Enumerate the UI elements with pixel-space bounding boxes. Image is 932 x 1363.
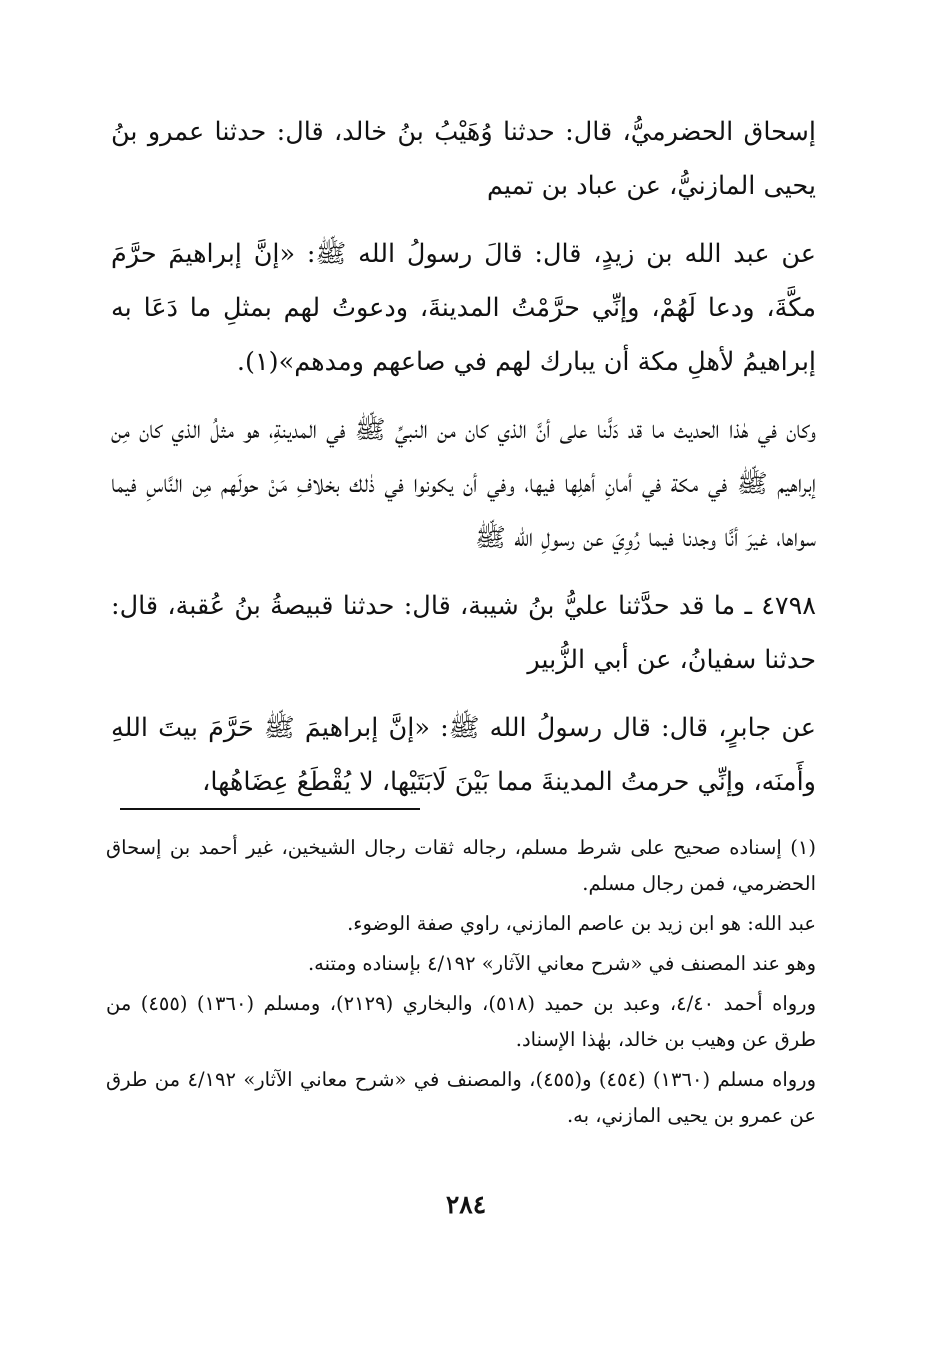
- footnote-2: عبد الله: هو ابن زيد بن عاصم المازني، راوي صفة الوضوء.: [347, 912, 816, 935]
- main-text-block: [111, 105, 816, 809]
- footnotes-block: [106, 830, 816, 1138]
- footnote-4: ورواه أحمد ٤/٤٠، وعبد بن حميد (٥١٨)، والبخاري (٢١٢٩)، ومسلم (١٣٦٠) (٤٥٥) من طرق عن وهيب بن خالد، بهٰذا الإسناد.: [106, 992, 816, 1051]
- paragraph-isnad-1: إسحاق الحضرميُّ، قال: حدثنا وُهَيْبُ بنُ خالد، قال: حدثنا عمرو بنُ يحيى المازنيُّ، عن عباد بن تميم: [111, 117, 816, 201]
- paragraph-hadith-2: عن جابرٍ، قال: قال رسولُ الله ﷺ: «إنَّ إبراهيمَ ﷺ حَرَّمَ بيتَ اللهِ وأَمنَه، وإنِّي حرمتُ المدينةَ مما بَيْنَ لَابَتَيْها، لا يُقْطَعُ عِضَاهُها،: [111, 713, 816, 797]
- page-number: ٢٨٤: [445, 1190, 487, 1219]
- paragraph-commentary: وكان في هٰذا الحديث ما قد دَلَّنا على أنَّ الذي كان من النبيِّ ﷺ في المدينةِ، هو مثلُ الذي كان مِن إبراهيم ﷺ في مكة في أمانِ أهلِها فيها، وفي أن يكونوا في ذٰلك بخلافِ مَنْ حولَهم مِن النَّاسِ فيما سواها، غيرَ أنَّا وجدنا فيما رُوِيَ عن رسولِ الله ﷺ: [111, 415, 816, 553]
- paragraph-hadith-1: عن عبد الله بن زيدٍ، قال: قالَ رسولُ الله ﷺ: «إنَّ إبراهيمَ حرَّمَ مكَّةَ، ودعا لَهُمْ، وإنِّي حرَّمْتُ المدينةَ، ودعوتُ لهم بمثلِ ما دَعَا به إبراهيمُ لأهلِ مكة أن يبارك لهم في صاعهم ومدهم»(١).: [111, 239, 816, 377]
- footnote-1: (١) إسناده صحيح على شرط مسلم، رجاله ثقات رجال الشيخين، غير أحمد بن إسحاق الحضرمي، فمن رجال مسلم.: [106, 836, 816, 895]
- footnote-3: وهو عند المصنف في «شرح معاني الآثار» ٤/١٩٢ بإسناده ومتنه.: [307, 952, 816, 975]
- footnote-5: ورواه مسلم (١٣٦٠) (٤٥٤) و(٤٥٥)، والمصنف في «شرح معاني الآثار» ٤/١٩٢ من طرق عن عمرو بن يحيى المازني، به.: [106, 1068, 816, 1127]
- paragraph-isnad-4798: ٤٧٩٨ ـ ما قد حدَّثنا عليُّ بنُ شيبة، قال: حدثنا قبيصةُ بنُ عُقبة، قال: حدثنا سفيانُ، عن أبي الزُّبير: [111, 591, 816, 675]
- footnote-divider: [120, 808, 420, 810]
